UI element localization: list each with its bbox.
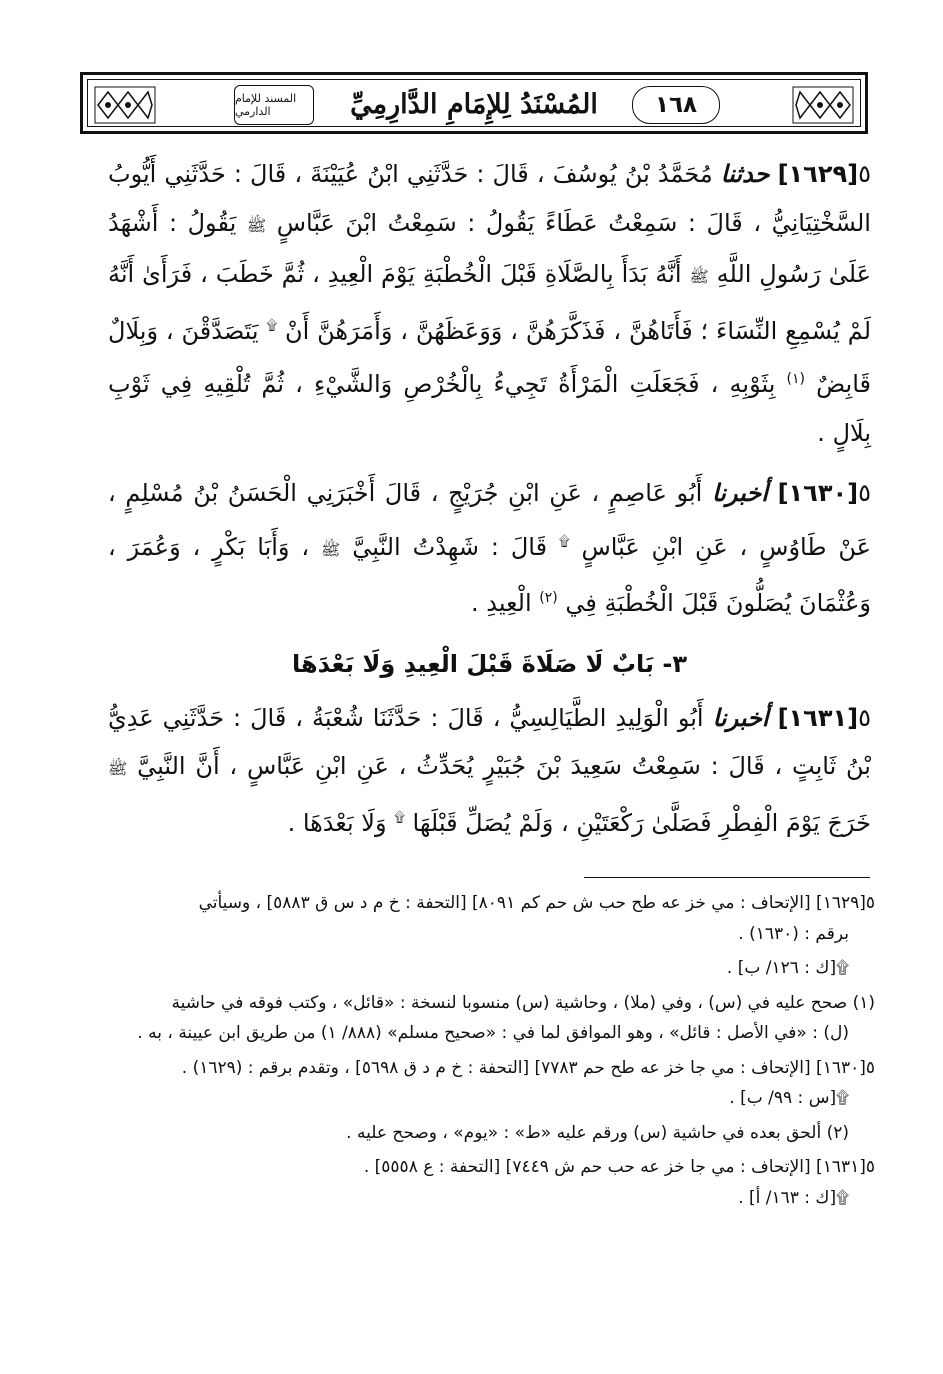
hadith-end: . (817, 418, 825, 447)
hadith-text: ، وَأَبَا بَكْرٍ ، وَعُمَرَ ، وَعُثْمَانَ (108, 532, 871, 617)
salawat-icon: ﷺ (321, 539, 341, 559)
footnote-line: (ل) : «في الأصل : قائل» ، وهو الموافق لما في : «صحيح مسلم» (٨٨٨/ ١) من طريق ابن عيينة ، به . (137, 1023, 849, 1043)
hadith-marker: ٥ (858, 479, 871, 507)
footnote-line: ٥[١٦٢٩] [الإتحاف : مي خز عه طح حب ش حم كم ٨٠٩١] [التحفة : خ م د س ق ٥٨٨٣] ، وسيأتي (198, 893, 875, 913)
page-number: ١٦٨ (632, 86, 720, 124)
footnote-ref: (٢) (539, 590, 558, 606)
hadith-text: يُصَلُّونَ قَبْلَ الْخُطْبَةِ فِي (565, 589, 792, 617)
page-break-mark-icon: ۩ (394, 809, 405, 826)
salawat-icon: ﷺ (689, 267, 709, 286)
hadith-text: قَالَ : شَهِدْتُ النَّبِيَّ (352, 532, 548, 561)
footnote-separator (584, 877, 870, 878)
left-ornament-icon (94, 86, 156, 124)
hadith-text: الْعِيدِ . (471, 589, 532, 617)
page-break-mark-icon: ۩ (266, 317, 278, 334)
salawat-icon: ﷺ (108, 759, 128, 778)
hadith-text: قَابِضٌ (816, 370, 871, 398)
honorific-icon: ﷺ (246, 215, 267, 235)
hadith-text: أَنَّهُ بَدَأَ بِالصَّلَاةِ قَبْلَ الْخُطْبَةِ يَوْمَ الْعِيدِ ، ثُمَّ خَطَبَ ، فَرَأَىٰ أَنَّهُ لَمْ يُسْمِعِ النِّسَاءَ ؛ فَأَتَاهُنَّ ، فَذَكَّرَهُنَّ ، وَوَعَظَهُنَّ ، وَأَمَرَهُنَّ أَنْ (108, 260, 872, 345)
hadith-1629 (108, 150, 871, 457)
right-ornament-icon (792, 86, 854, 124)
main-text (108, 150, 871, 847)
hadith-number: [١٦٣١] (777, 703, 859, 732)
footnote-line: ٥[١٦٣٠] [الإتحاف : مي جا خز عه طح حم ٧٧٨٣] [التحفة : خ م د ق ٥٦٩٨] ، وتقدم برقم : (١٦٢٩) . (181, 1057, 875, 1078)
footnotes (80, 888, 875, 1213)
footnote-line: ۩[س : ٩٩/ ب] . (729, 1088, 849, 1108)
page-break-mark-icon: ۩ (558, 533, 570, 550)
hadith-1630 (108, 469, 871, 628)
hadith-text: ، أَنَّ النَّبِيَّ (137, 752, 238, 780)
footnote-line: (٢) ألحق بعده في حاشية (س) ورقم عليه «ط» : «يوم» ، وصحح عليه . (346, 1122, 849, 1143)
footnote-line: ۩[ك : ١٢٦/ ب] . (726, 958, 849, 978)
hadith-text: أَبُو الْوَلِيدِ الطَّيَالِسِيُّ ، قَالَ : حَدَّثَنَا شُعْبَةُ ، قَالَ : حَدَّثَنِي عَدِيُّ بْنُ ثَابِتٍ ، قَالَ : سَمِعْتُ سَعِيدَ بْنَ جُبَيْرٍ يُحَدِّثُ ، عَنِ ابْنِ عَبَّاسٍ (108, 703, 871, 780)
hadith-text: يَتَصَدَّقْنَ ، وَبِلَالٌ (108, 316, 259, 345)
chain-lead: حدثنا (720, 160, 770, 188)
footnote-line: (١) صحح عليه في (س) ، وفي (ملا) ، وحاشية (س) منسوبا لنسخة : «قائل» ، وكتب فوقه في حاشية (171, 992, 875, 1013)
hadith-text: وَلَا بَعْدَهَا . (287, 808, 387, 837)
emblem-text: المسند للإمام الدارمي (235, 92, 297, 118)
hadith-text: مُحَمَّدُ بْنُ يُوسُفَ ، قَالَ : حَدَّثَنِي ابْنُ عُيَيْنَةَ ، قَالَ : حَدَّثَنِي أَيُّوبُ السَّخْتِيَانِيُّ ، قَالَ : سَمِعْتُ عَطَاءً يَقُولُ : سَمِعْتُ ابْنَ عَبَّاسٍ (108, 160, 871, 237)
footnote-line: برقم : (١٦٣٠) . (738, 923, 849, 944)
chapter-heading: ٣- بَابٌ لَا صَلَاةَ قَبْلَ الْعِيدِ وَلَا بَعْدَهَا (292, 649, 687, 678)
hadith-marker: ٥ (858, 703, 871, 732)
hadith-number: [١٦٣٠] (777, 479, 859, 507)
chain-lead: أخبرنا (711, 479, 768, 507)
hadith-text: يَقُولُ : أَشْهَدُ عَلَىٰ رَسُولِ اللَّهِ (108, 208, 871, 288)
header-inner-border (87, 79, 861, 127)
hadith-text: خَرَجَ يَوْمَ الْفِطْرِ فَصَلَّىٰ رَكْعَتَيْنِ ، وَلَمْ يُصَلِّ قَبْلَهَا (412, 808, 871, 837)
hadith-number: [١٦٢٩] (777, 160, 859, 188)
chain-lead: أخبرنا (712, 703, 769, 732)
book-title: المُسْنَدُ لِلإِمَامِ الدَّارِمِيِّ (350, 89, 598, 120)
hadith-marker: ٥ (858, 160, 871, 188)
running-header (80, 72, 868, 134)
hadith-text: بِثَوْبِهِ ، فَجَعَلَتِ الْمَرْأَةُ تَجِيءُ بِالْخُرْصِ وَالشَّيْءِ ، ثُمَّ تُلْقِيهِ فِي ثَوْبِ بِلَالٍ (108, 370, 871, 447)
hadith-text: أَبُو عَاصِمٍ ، عَنِ ابْنِ جُرَيْجٍ ، قَالَ أَخْبَرَنِي الْحَسَنُ بْنُ مُسْلِمٍ ، عَنْ طَاوُسٍ ، عَنِ ابْنِ عَبَّاسٍ (108, 479, 871, 561)
footnote-line: ۩[ك : ١٦٣/ أ] . (738, 1187, 849, 1208)
hadith-1631 (108, 694, 871, 848)
footnote-line: ٥[١٦٣١] [الإتحاف : مي جا خز عه حب حم ش ٧٤٤٩] [التحفة : ع ٥٥٥٨] . (363, 1157, 875, 1177)
footnote-ref: (١) (786, 371, 805, 387)
